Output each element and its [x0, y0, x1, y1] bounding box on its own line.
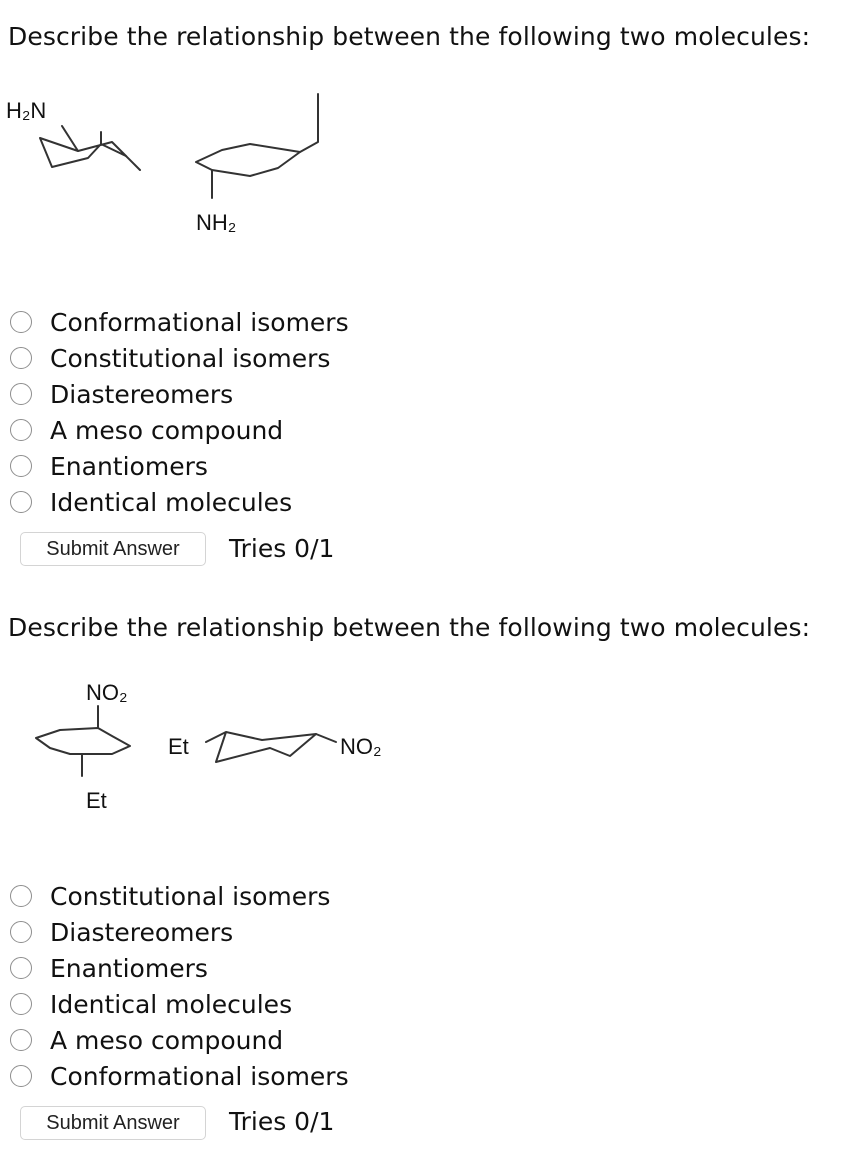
option-identical-molecules[interactable] [10, 986, 293, 1022]
question-1-nh2-label: NH₂ [196, 210, 237, 235]
option-enantiomers[interactable] [10, 950, 208, 986]
chair-ring [40, 138, 126, 167]
option-label: Identical molecules [50, 487, 293, 517]
question-2-no2-label: NO₂ [86, 680, 128, 705]
option-label: Enantiomers [50, 451, 208, 481]
equatorial-bond [126, 156, 140, 170]
option-label: Constitutional isomers [50, 343, 331, 373]
radio-button[interactable] [10, 993, 32, 1015]
radio-button[interactable] [10, 491, 32, 513]
question-1-tries: Tries 0/1 [229, 534, 335, 563]
radio-button[interactable] [10, 957, 32, 979]
option-conformational-isomers[interactable] [10, 304, 349, 340]
option-meso-compound[interactable] [10, 412, 284, 448]
option-diastereomers[interactable] [10, 376, 234, 412]
option-label: Identical molecules [50, 989, 293, 1019]
option-meso-compound[interactable] [10, 1022, 284, 1058]
option-label: Conformational isomers [50, 1061, 349, 1091]
chair-ring [206, 732, 316, 762]
radio-button[interactable] [10, 921, 32, 943]
question-2-molecule-left [36, 680, 130, 813]
option-label: A meso compound [50, 415, 284, 445]
question-1-submit-button[interactable]: Submit Answer [20, 532, 206, 566]
option-conformational-isomers[interactable] [10, 1058, 349, 1094]
option-diastereomers[interactable] [10, 914, 234, 950]
question-2-no2-label-right: NO₂ [340, 734, 382, 759]
radio-button[interactable] [10, 419, 32, 441]
radio-button[interactable] [10, 383, 32, 405]
question-1-prompt: Describe the relationship between the following two molecules: [8, 22, 811, 51]
option-constitutional-isomers[interactable] [10, 340, 331, 376]
option-constitutional-isomers[interactable] [10, 878, 331, 914]
option-label: Enantiomers [50, 953, 208, 983]
no2-bond [316, 734, 336, 742]
option-label: Diastereomers [50, 917, 234, 947]
question-2-tries: Tries 0/1 [229, 1107, 335, 1136]
question-2-structures [0, 670, 440, 830]
option-label: Conformational isomers [50, 307, 349, 337]
chair-ring [36, 728, 130, 754]
question-1-h2n-label: H₂N [6, 98, 47, 123]
option-label: Constitutional isomers [50, 881, 331, 911]
question-1-molecule-left [6, 98, 140, 170]
question-2-molecule-right [168, 732, 382, 762]
question-2-et-label-left: Et [86, 788, 107, 813]
radio-button[interactable] [10, 311, 32, 333]
question-2-submit-button[interactable]: Submit Answer [20, 1106, 206, 1140]
option-label: A meso compound [50, 1025, 284, 1055]
radio-button[interactable] [10, 885, 32, 907]
option-enantiomers[interactable] [10, 448, 208, 484]
option-identical-molecules[interactable] [10, 484, 293, 520]
radio-button[interactable] [10, 1029, 32, 1051]
question-1-structures [0, 80, 360, 260]
radio-button[interactable] [10, 1065, 32, 1087]
question-1-molecule-right [196, 94, 318, 235]
radio-button[interactable] [10, 455, 32, 477]
question-2-et-label-right: Et [168, 734, 189, 759]
option-label: Diastereomers [50, 379, 234, 409]
radio-button[interactable] [10, 347, 32, 369]
methyl-bond [300, 94, 318, 152]
question-2-prompt: Describe the relationship between the following two molecules: [8, 613, 811, 642]
